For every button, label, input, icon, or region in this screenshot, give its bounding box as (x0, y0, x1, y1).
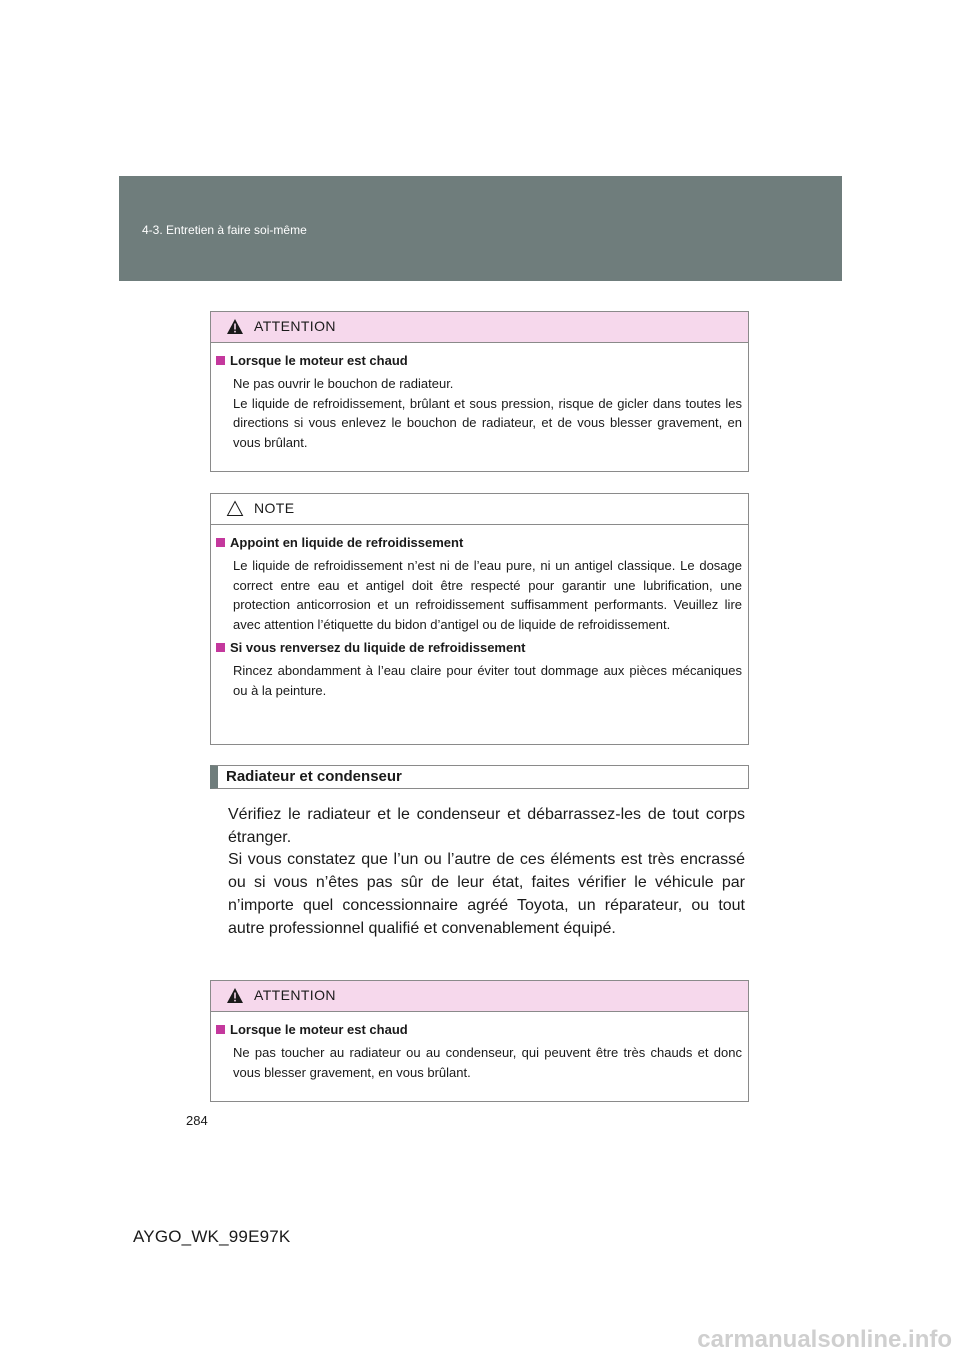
item-heading-text: Lorsque le moteur est chaud (230, 1022, 408, 1037)
item-text-line: Ne pas ouvrir le bouchon de radiateur. (233, 376, 454, 391)
item-text: Le liquide de refroidissement n’est ni de l’eau pure, ni un antigel classique. Le dosage correct entre eau et antigel doit être respecté pour garantir une lubrification, une protection anticorrosion et un refroidissement suffisamment performants. Veuillez lire avec attention l’étiquette du bidon d’antigel ou de liquide de refroidissement. (233, 558, 742, 632)
square-bullet-icon (216, 643, 225, 652)
page-number: 284 (186, 1113, 208, 1128)
document-code: AYGO_WK_99E97K (133, 1227, 291, 1246)
paragraph: Si vous constatez que l’un ou l’autre de ces éléments est très encrassé ou si vous n’êtes pas sûr de leur état, faites vérifier le véhicule par n’importe quel concessionnaire agréé Toyota, un réparateur, ou tout autre professionnel qualifié et convenablement équipé. (228, 851, 745, 937)
chapter-header (119, 176, 842, 281)
box-title: NOTE (254, 500, 295, 516)
item-heading-text: Si vous renversez du liquide de refroidissement (230, 640, 526, 655)
chapter-breadcrumb: 4-3. Entretien à faire soi-même (142, 223, 307, 237)
note-box-header (211, 494, 748, 525)
item-heading (215, 1022, 742, 1037)
note-box (210, 493, 749, 745)
section-heading (210, 765, 749, 789)
item-heading (215, 353, 742, 368)
warning-triangle-outline-icon (226, 500, 244, 517)
attention-box-header (211, 981, 748, 1012)
item-text: Ne pas toucher au radiateur ou au condenseur, qui peuvent être très chauds et donc vous blesser gravement, en vous brûlant. (233, 1045, 742, 1080)
item-heading-text: Appoint en liquide de refroidissement (230, 535, 464, 550)
section-title: Radiateur et condenseur (226, 768, 402, 785)
attention-box-2 (210, 980, 749, 1102)
box-title: ATTENTION (254, 987, 336, 1003)
item-text: Rincez abondamment à l’eau claire pour éviter tout dommage aux pièces mécaniques ou à la peinture. (233, 663, 742, 698)
square-bullet-icon (216, 1025, 225, 1034)
warning-triangle-filled-icon (226, 318, 244, 335)
watermark: carmanualsonline.info (697, 1326, 952, 1353)
paragraph: Vérifiez le radiateur et le condenseur et débarrassez-les de tout corps étranger. (228, 806, 745, 846)
section-body (228, 804, 745, 940)
square-bullet-icon (216, 356, 225, 365)
item-heading-text: Lorsque le moteur est chaud (230, 353, 408, 368)
item-text-line: Le liquide de refroidissement, brûlant et sous pression, risque de gicler dans toutes les directions si vous enlevez le bouchon de radiateur, et de vous blesser gravement, en vous brûlant. (233, 395, 742, 450)
item-text (233, 374, 742, 452)
attention-box-header (211, 312, 748, 343)
item-heading (215, 535, 742, 550)
warning-triangle-filled-icon (226, 987, 244, 1004)
box-title: ATTENTION (254, 318, 336, 334)
item-heading (215, 640, 742, 655)
square-bullet-icon (216, 538, 225, 547)
attention-box-1 (210, 311, 749, 472)
